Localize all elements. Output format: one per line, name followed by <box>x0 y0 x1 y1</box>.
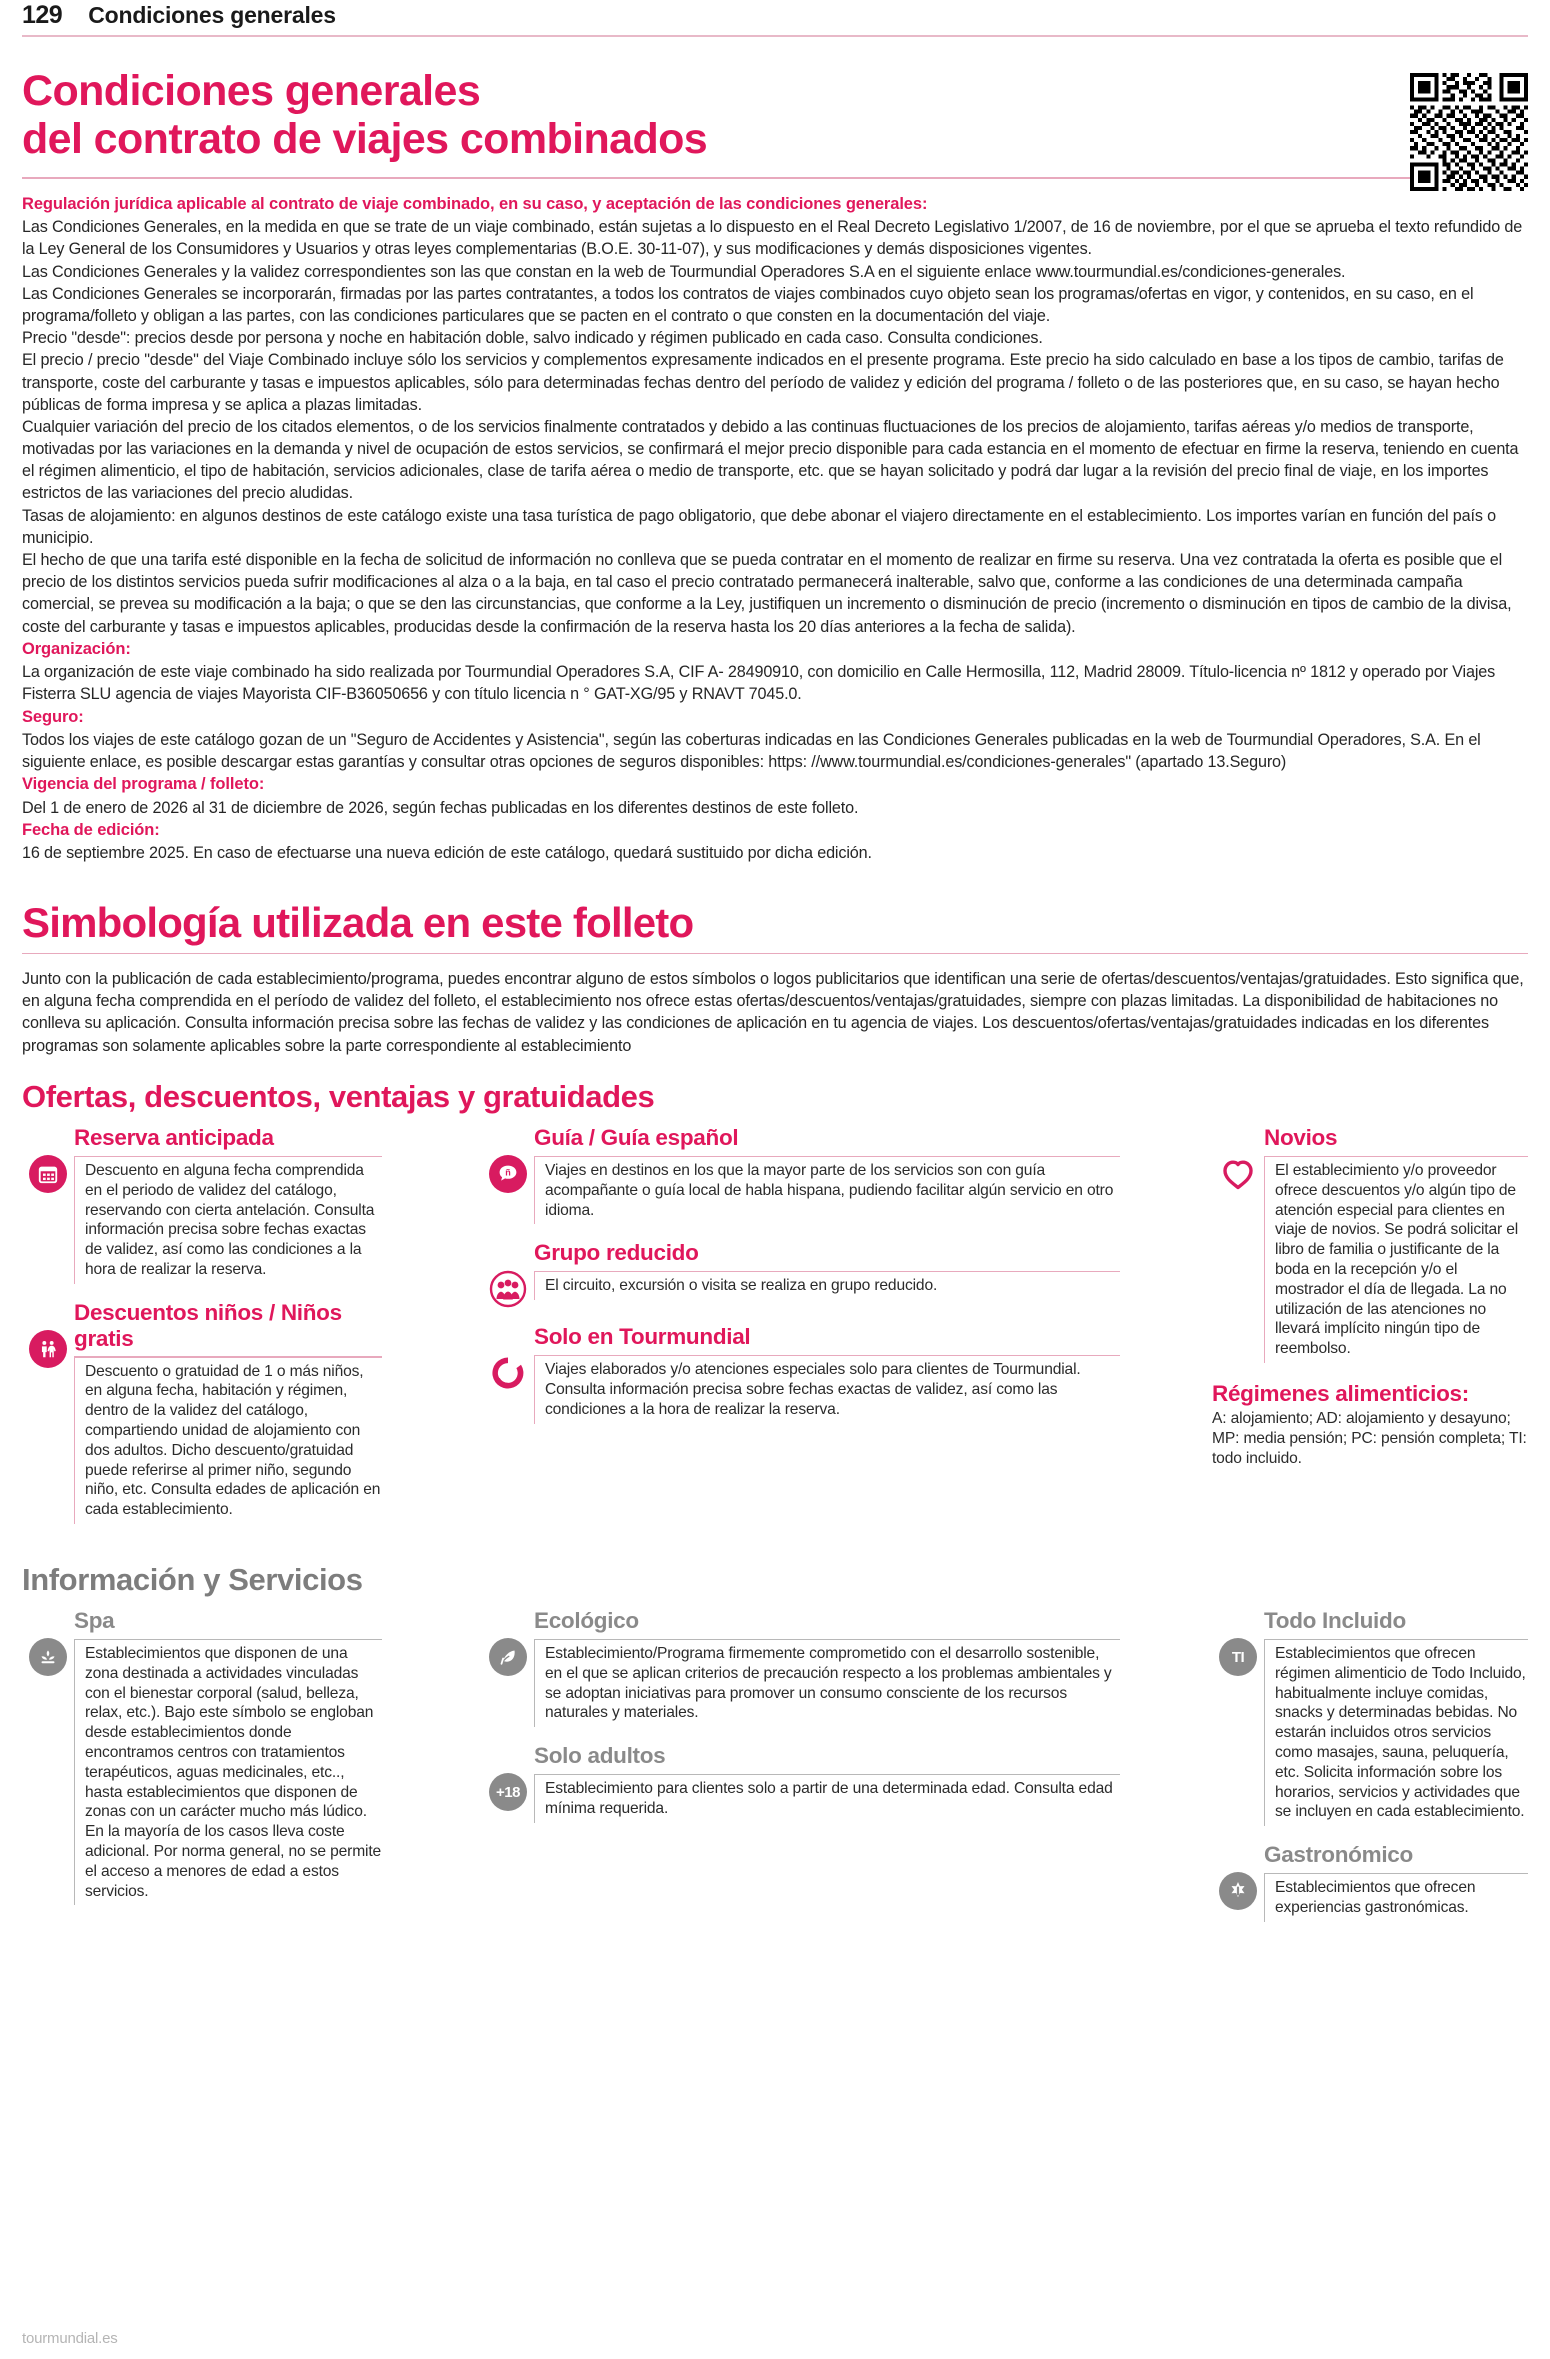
title-block <box>22 67 1528 179</box>
plus-eighteen-label: +18 <box>496 1783 520 1801</box>
plus-eighteen-icon <box>489 1773 527 1811</box>
regimenes-alimenticios-block <box>1212 1381 1528 1470</box>
icon-slot <box>482 1608 534 1727</box>
card-title: Guía / Guía español <box>534 1124 739 1150</box>
card-description: Establecimientos que ofrecen régimen alimenticio de Todo Incluido, habitualmente incluye comidas, snacks y determinadas bebidas. No estarán incluidos otros servicios como masajes, sauna, peluquería, etc. Solicita información sobre los horarios, servicios y actividades que se incluyen en cada establecimiento. <box>1264 1640 1528 1826</box>
informacion-column-1 <box>22 1608 382 1938</box>
symbol-card-solo-en-tourmundial <box>482 1324 1120 1423</box>
card-body <box>534 1125 1120 1224</box>
card-description: El circuito, excursión o visita se realiza en grupo reducido. <box>534 1272 1120 1300</box>
doc-title-line-2: del contrato de viajes combinados <box>22 115 708 164</box>
icon-slot <box>22 1125 74 1284</box>
svg-text:ñ: ñ <box>505 1167 511 1178</box>
icon-slot <box>22 1300 74 1524</box>
tourmundial-logo-icon <box>489 1354 527 1392</box>
card-description: Descuento en alguna fecha comprendida en el periodo de validez del catálogo, reservando con cierta antelación. Consulta información precisa sobre fechas exactas de validez, así como las condiciones a la hora de realizar la reserva. <box>74 1157 382 1284</box>
section-title-simbologia: Simbología utilizada en este folleto <box>22 898 694 946</box>
legal-paragraph-fecha-edicion: 16 de septiembre 2025. En caso de efectuarse una nueva edición de este catálogo, quedará sustituido por dicha edición. <box>22 844 872 863</box>
simbologia-intro-text: Junto con la publicación de cada establecimiento/programa, puedes encontrar alguno de estos símbolos o logos publicitarios que identifican una serie de ofertas/descuentos/ventajas/gratuidades. Esto significa que, en alguna fecha comprendida en el período de validez del folleto, el establecimiento nos ofrece estas ofertas/descuentos/ventajas/gratuidades, siempre con plazas limitadas. La disponibilidad de habitaciones no conlleva su aplicación. Consulta información precisa sobre las fechas de validez y las condiciones de aplicación en tu agencia de viajes. Los descuentos/ofertas/ventajas/gratuidades indicadas en los diferentes programas son solamente aplicables sobre la parte correspondiente al establecimiento <box>22 970 1524 1055</box>
card-body <box>534 1608 1120 1727</box>
card-title: Solo en Tourmundial <box>534 1324 751 1350</box>
legal-paragraph-vigencia: Del 1 de enero de 2026 al 31 de diciembre de 2026, según fechas publicadas en los diferentes destinos de este folleto. <box>22 798 859 817</box>
all-inclusive-ti-icon <box>1219 1638 1257 1676</box>
card-title: Gastronómico <box>1264 1842 1413 1868</box>
heading-regulacion-juridica: Regulación jurídica aplicable al contrato de viaje combinado, en su caso, y aceptación de las condiciones generales: <box>22 194 928 213</box>
icon-slot <box>1212 1125 1264 1363</box>
card-description: Establecimientos que ofrecen experiencias gastronómicas. <box>1264 1874 1528 1922</box>
legal-paragraph-2: Las Condiciones Generales y la validez correspondientes son las que constan en la web de Tourmundial Operadores S.A en el siguiente enlace www.tourmundial.es/condiciones-generales. <box>22 262 1346 281</box>
symbol-card-ecologico <box>482 1608 1120 1727</box>
legal-paragraph-6: Cualquier variación del precio de los citados elementos, o de los servicios finalmente contratados y debido a las continuas fluctuaciones de los precios de alojamiento, tarifas aéreas y/o medios de transporte, motivadas por las variaciones en la demanda y nivel de ocupación de estos servicios, se confirmará el mejor precio disponible para cada estancia en el momento de efectuar en firme la reserva, teniendo en cuenta el régimen alimenticio, el tipo de habitación, servicios adicionales, clase de tarifa aérea o medio de transporte, etc. que se hayan solicitado y podrá dar lugar a la revisión del precio final de viaje, en los importes estrictos de las variaciones del precio aludidas. <box>22 417 1519 503</box>
symbol-card-novios <box>1212 1125 1528 1363</box>
heading-seguro: Seguro: <box>22 707 84 726</box>
informacion-grid <box>22 1608 1528 1938</box>
ofertas-column-2 <box>430 1125 1120 1540</box>
card-body <box>534 1324 1120 1423</box>
small-group-icon <box>489 1270 527 1308</box>
icon-slot <box>482 1240 534 1308</box>
ofertas-column-1 <box>22 1125 382 1540</box>
icon-slot <box>22 1608 74 1905</box>
icon-slot <box>482 1125 534 1224</box>
group-title-ofertas: Ofertas, descuentos, ventajas y gratuidades <box>22 1078 655 1114</box>
card-description: Viajes elaborados y/o atenciones especiales solo para clientes de Tourmundial. Consulta información precisa sobre fechas exactas de validez, así como las condiciones a la hora de realizar la reserva. <box>534 1356 1120 1423</box>
legal-conditions-body <box>22 193 1528 865</box>
card-title: Grupo reducido <box>534 1240 699 1266</box>
speech-bubble-enye-icon <box>489 1155 527 1193</box>
card-title: Novios <box>1264 1124 1338 1150</box>
card-body <box>1264 1125 1528 1363</box>
heart-icon <box>1219 1155 1257 1193</box>
informacion-column-3 <box>1168 1608 1528 1938</box>
card-description: Establecimiento para clientes solo a partir de una determinada edad. Consulta edad mínima requerida. <box>534 1775 1120 1823</box>
card-body <box>74 1300 382 1524</box>
heading-vigencia: Vigencia del programa / folleto: <box>22 775 265 794</box>
symbol-card-todo-incluido <box>1212 1608 1528 1826</box>
symbol-card-reserva-anticipada <box>22 1125 382 1284</box>
legal-paragraph-7: Tasas de alojamiento: en algunos destinos de este catálogo existe una tasa turística de pago obligatorio, que debe abonar el viajero directamente en el establecimiento. Los importes varían en función del país o municipio. <box>22 506 1496 547</box>
leaf-eco-icon <box>489 1638 527 1676</box>
card-title: Todo Incluido <box>1264 1608 1406 1634</box>
legal-paragraph-1: Las Condiciones Generales, en la medida en que se trate de un viaje combinado, están sujetas a lo dispuesto en el Real Decreto Legislativo 1/2007, de 16 de noviembre, por el que se aprueba el texto refundido de la Ley General de los Consumidores y Usuarios y otras leyes complementarias (B.O.E. 30-11-07), y sus modificaciones y demás disposiciones vigentes. <box>22 218 1523 259</box>
card-title: Descuentos niños / Niños gratis <box>74 1299 342 1351</box>
symbol-card-guia-espanol <box>482 1125 1120 1224</box>
card-title: Ecológico <box>534 1608 639 1634</box>
card-body <box>74 1125 382 1284</box>
card-description: El establecimiento y/o proveedor ofrece descuentos y/o algún tipo de atención especial para clientes en viaje de novios. Se podrá solicitar el libro de familia o justificante de la boda en la recepción y/o el mostrador el día de llegada. La no utilización de las atenciones no llevará implícito ningún tipo de reembolso. <box>1264 1157 1528 1363</box>
page-title <box>22 67 1528 163</box>
ofertas-column-3 <box>1168 1125 1528 1540</box>
icon-slot <box>1212 1608 1264 1826</box>
legal-paragraph-5: El precio / precio "desde" del Viaje Combinado incluye sólo los servicios y complementos expresamente indicados en el presente programa. Este precio ha sido calculado en base a los tipos de cambio, tarifas de transporte, coste del carburante y tasas e impuestos aplicables, sólo para determinadas fechas dentro del período de validez y edición del programa / folleto o de las posteriores que, en su caso, se hayan hecho públicas de forma impresa y se aplica a plazas limitadas. <box>22 351 1504 414</box>
card-body <box>1264 1608 1528 1826</box>
informacion-column-2 <box>430 1608 1120 1938</box>
calendar-icon <box>29 1155 67 1193</box>
qr-code-icon <box>1410 73 1528 191</box>
card-description: Viajes en destinos en los que la mayor parte de los servicios son con guía acompañante o guía local de habla hispana, pudiendo facilitar algún servicio en otro idioma. <box>534 1157 1120 1224</box>
legal-paragraph-3: Las Condiciones Generales se incorporarán, firmadas por las partes contratantes, a todos los contratos de viajes combinados cuyo objeto sean los programas/ofertas en vigor, y contenidos, en su caso, en el programa/folleto y obligan a las partes, con las condiciones particulares que se pacten en el contrato o que consten en la documentación del viaje. <box>22 284 1474 325</box>
icon-slot <box>482 1324 534 1423</box>
legal-paragraph-seguro: Todos los viajes de este catálogo gozan de un "Seguro de Accidentes y Asistencia", según las coberturas indicadas en las Condiciones Generales publicadas en la web de Tourmundial Operadores, S.A. En el siguiente enlace, es posible descargar estas garantías y consultar otras opciones de seguros disponibles: https: //www.tourmundial.es/condiciones-generales" (apartado 13.Seguro) <box>22 731 1481 772</box>
card-description: Establecimientos que disponen de una zona destinada a actividades vinculadas con el bienestar corporal (salud, belleza, relax, etc.). Bajo este símbolo se engloban desde establecimientos donde encontramos centros con tratamientos terapéuticos, aguas medicinales, etc.., hasta establecimientos que disponen de zonas con un carácter mucho más lúdico. En la mayoría de los casos lleva coste adicional. Por norma general, no se permite el acceso a menores de edad a estos servicios. <box>74 1640 382 1905</box>
simbologia-intro <box>22 968 1528 1057</box>
card-body <box>534 1743 1120 1823</box>
all-inclusive-label: TI <box>1231 1648 1245 1666</box>
children-icon <box>29 1330 67 1368</box>
card-title: Reserva anticipada <box>74 1124 274 1150</box>
icon-slot <box>1212 1842 1264 1922</box>
doc-title-line-1: Condiciones generales <box>22 67 481 115</box>
card-title: Spa <box>74 1608 115 1634</box>
card-description: Establecimiento/Programa firmemente comprometido con el desarrollo sostenible, en el que se aplican criterios de precaución respecto a los problemas ambientales y se adoptan iniciativas para promover un consumo consciente de los recursos naturales y materiales. <box>534 1640 1120 1727</box>
card-title: Solo adultos <box>534 1743 666 1769</box>
legal-paragraph-4: Precio "desde": precios desde por persona y noche en habitación doble, salvo indicado y régimen publicado en cada caso. Consulta condiciones. <box>22 329 1043 348</box>
title-divider <box>22 177 1528 179</box>
page-number: 129 <box>22 1 63 29</box>
running-header-title: Condiciones generales <box>88 2 336 28</box>
regimenes-text: A: alojamiento; AD: alojamiento y desayuno; MP: media pensión; PC: pensión completa; TI: todo incluido. <box>1212 1409 1527 1468</box>
spa-lotus-icon <box>29 1638 67 1676</box>
simbologia-divider <box>22 953 1528 955</box>
card-description: Descuento o gratuidad de 1 o más niños, en alguna fecha, habitación y régimen, dentro de la validez del catálogo, compartiendo unidad de alojamiento con dos adultos. Dicho descuento/gratuidad puede referirse al primer niño, segundo niño, etc. Consulta edades de aplicación en cada establecimiento. <box>74 1358 382 1524</box>
card-body <box>74 1608 382 1905</box>
heading-organizacion: Organización: <box>22 639 131 658</box>
regimenes-title: Régimenes alimenticios: <box>1212 1380 1469 1406</box>
card-body <box>1264 1842 1528 1922</box>
symbol-card-solo-adultos <box>482 1743 1120 1823</box>
legal-paragraph-organizacion: La organización de este viaje combinado ha sido realizada por Tourmundial Operadores S.A, CIF A- 28490910, con domicilio en Calle Hermosilla, 112, Madrid 28009. Título-licencia nº 1812 y operado por Viajes Fisterra SLU agencia de viajes Mayorista CIF-B36050656 y con título licencia n ° GAT-XG/95 y RNAVT 7045.0. <box>22 663 1496 704</box>
legal-paragraph-8: El hecho de que una tarifa esté disponible en la fecha de solicitud de información no conlleva que se pueda contratar en el momento de realizar en firme su reserva. Una vez contratada la oferta es posible que el precio de los distintos servicios pueda sufrir modificaciones al alza o a la baja, en tal caso el precio contratado permanecerá inalterable, salvo que, conforme a las condiciones de una determinada campaña comercial, se prevea su modificación a la baja; o que se den las circunstancias, que conforme a la Ley, justifiquen un incremento o disminución de precio (incremento o disminución en tipos de cambio de la divisa, coste del carburante y tasas e impuestos aplicables, producidas desde la confirmación de la reserva hasta los 20 días anteriores a la fecha de salida). <box>22 551 1512 636</box>
icon-slot <box>482 1743 534 1823</box>
group-title-informacion-servicios: Información y Servicios <box>22 1562 363 1598</box>
header-divider <box>22 35 1528 37</box>
ofertas-grid <box>22 1125 1528 1540</box>
footer-site: tourmundial.es <box>22 2330 118 2347</box>
card-body <box>534 1240 1120 1308</box>
symbol-card-gastronomico <box>1212 1842 1528 1922</box>
symbol-card-grupo-reducido <box>482 1240 1120 1308</box>
running-header <box>22 0 1528 35</box>
symbol-card-descuentos-ninos <box>22 1300 382 1524</box>
heading-fecha-edicion: Fecha de edición: <box>22 821 160 839</box>
gastronomy-icon <box>1219 1872 1257 1910</box>
symbol-card-spa <box>22 1608 382 1905</box>
